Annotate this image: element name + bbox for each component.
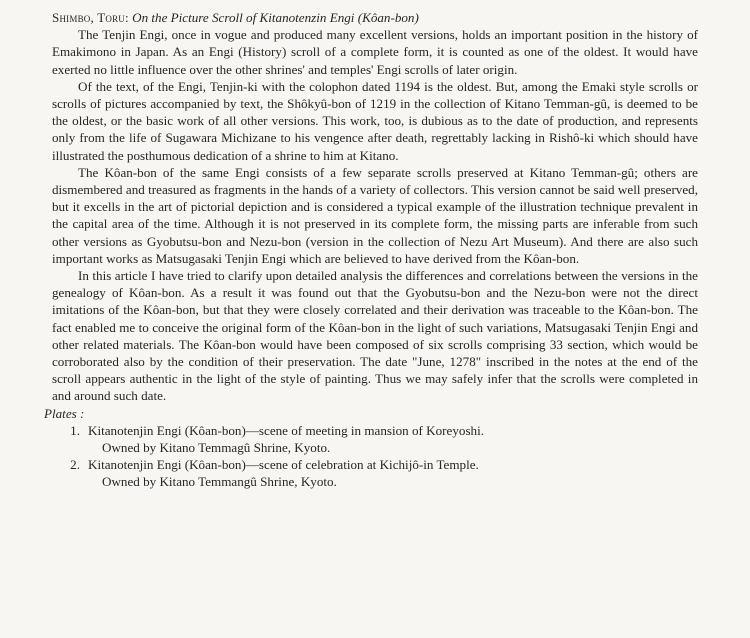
plate-owner: Owned by Kitano Temmagû Shrine, Kyoto.: [102, 440, 331, 456]
article-abstract: [44, 9, 698, 491]
plate-item: [52, 422, 698, 456]
plate-number: 1.: [70, 422, 80, 438]
paragraph-3: The Kôan-bon of the same Engi consists of a few separate scrolls preserved at Kitano Temman-gû; others are dismembered and treasured as fragments in the hands of a variety of collectors. This version cannot be said well preserved, but it excells in the art of pictorial depiction and is considered a typical example of the illustration technique prevalent in the capital area of the time. Although it is not preserved in its complete form, the missing parts are inferable from such other versions as Gyobutsu-bon and Nezu-bon (version in the collection of Nezu Art Museum). And there are also such important works as Matsugasaki Tenjin Engi which are believed to have derived from the Kôan-bon.: [52, 164, 698, 266]
paragraph-2: Of the text, of the Engi, Tenjin-ki with the colophon dated 1194 is the oldest. But, among the Emaki style scrolls or scrolls of pictures accompanied by text, the Shôkyû-bon of 1219 in the collection of Kitano Temman-gû, is deemed to be the oldest, or the basic work of all other versions. This work, too, is dubious as to the date of production, and represents only from the life of Sugawara Michizane to his vengence after death, regrettably lacking in Rishô-ki which should have illustrated the posthumous dedication of a shrine to him at Kitano.: [52, 78, 698, 163]
paragraph-1: The Tenjin Engi, once in vogue and produced many excellent versions, holds an important position in the history of Emakimono in Japan. As an Engi (History) scroll of a complete form, it is counted as one of the oldest. It would have exerted no little influence over the other shrines' and temples' Engi scrolls of later origin.: [52, 27, 698, 77]
plate-caption: Kitanotenjin Engi (Kôan-bon)—scene of meeting in mansion of Koreyoshi.: [88, 422, 484, 438]
plate-owner: Owned by Kitano Temmangû Shrine, Kyoto.: [102, 474, 337, 490]
article-title: On the Picture Scroll of Kitanotenzin Engi (Kôan-bon): [132, 10, 419, 25]
article-header: [52, 9, 698, 26]
paragraph-4: In this article I have tried to clarify upon detailed analysis the differences and correlations between the versions in the genealogy of Kôan-bon. As a result it was found out that the Gyobutsu-bon and the Nezu-bon were not the direct imitations of the Kôan-bon, but that they were closely correlated and their derivation was traceable to the Kôan-bon. The fact enabled me to conceive the original form of the Kôan-bon in the light of such variations, Matsugasaki Tenjin Engi and other related materials. The Kôan-bon would have been composed of six scrolls comprising 33 section, which would be corroborated also by the condition of their preservation. The date "June, 1278" inscribed in the notes at the end of the scroll appears authentic in the light of the style of painting. Thus we may safely infer that the scrolls were completed in and around such date.: [52, 268, 698, 404]
plate-item: [52, 456, 698, 490]
plate-caption: Kitanotenjin Engi (Kôan-bon)—scene of celebration at Kichijô-in Temple.: [88, 457, 479, 473]
author-name: Shimbo, Toru:: [52, 10, 129, 25]
plates-heading: Plates :: [44, 405, 85, 421]
plate-number: 2.: [70, 457, 80, 473]
plate-text: [88, 456, 698, 490]
plate-text: [88, 422, 698, 456]
